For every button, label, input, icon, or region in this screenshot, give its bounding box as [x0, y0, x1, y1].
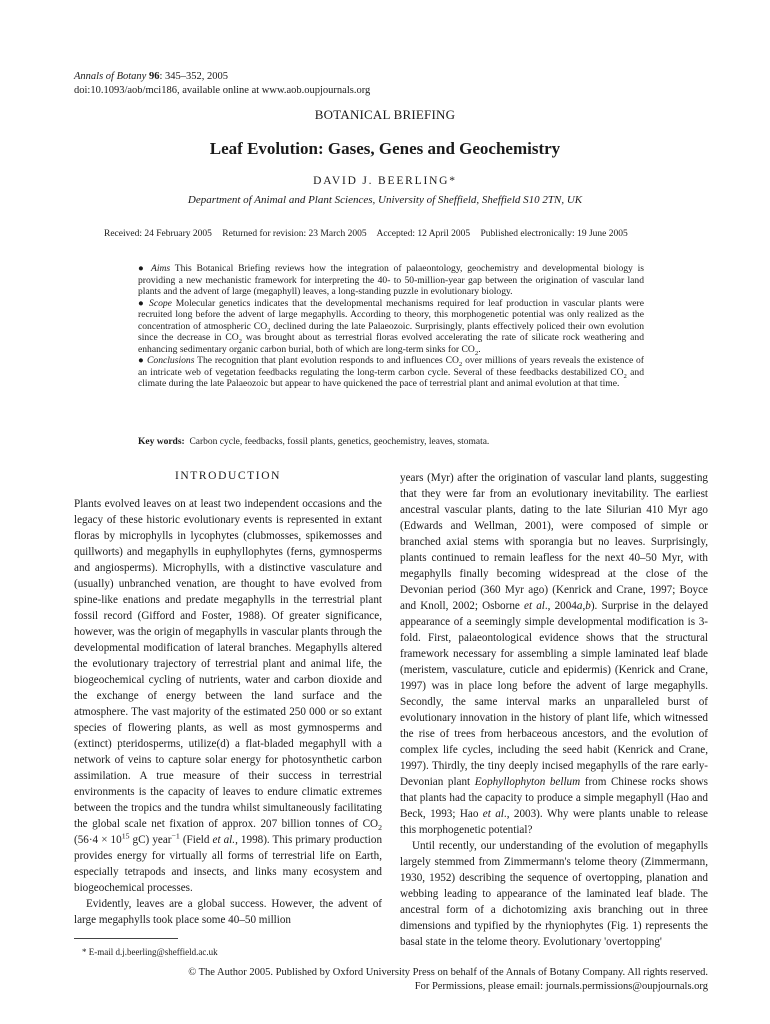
paragraph-text: gC) year — [129, 834, 172, 846]
citation-suffix: a — [576, 600, 583, 612]
scope-label: Scope — [149, 297, 172, 309]
subscript: 2 — [378, 823, 382, 833]
doi-line: doi:10.1093/aob/mci186, available online at www.aob.oupjournals.org — [74, 85, 371, 96]
bullet-icon: ● — [138, 263, 147, 274]
paragraph-text: from Chinese rocks shows that plants had the capacity to produce a simple megaphyll (Hao and Beck, 1993; Hao — [400, 776, 708, 820]
scope-text: Molecular genetics indicates that the developmental mechanisms required for leaf production in vascular plants were recruited long before the advent of large megaphylls. According to theory, this morphogenetic potential was only realized as the concentration of atmospheric CO — [138, 297, 644, 332]
paragraph-text: (Field — [179, 834, 213, 846]
bullet-icon: ● — [138, 355, 145, 367]
subscript: 2 — [458, 361, 463, 369]
et-al: et al — [524, 600, 545, 612]
date-returned: Returned for revision: 23 March 2005 — [222, 229, 367, 239]
subscript: 2 — [623, 372, 627, 380]
journal-citation — [74, 70, 370, 84]
abstract-scope — [138, 298, 644, 356]
species-name: Eophyllophyton bellum — [474, 776, 581, 788]
date-published: Published electronically: 19 June 2005 — [480, 229, 628, 239]
copyright-notice — [28, 966, 708, 994]
author-name: DAVID J. BEERLING* — [313, 175, 457, 187]
body-paragraph: Until recently, our understanding of the evolution of megaphylls largely stemmed from Zimmermann's telome theory (Zimmermann, 1930, 1952) describing the sequence of overtopping, planation and webbing leading to appearance of the laminated leaf blade. The ancestral form of a dichotomizing axis branching out in three dimensions and typified by the rhyniophytes (Fig. 1) represents the basal state in the telome theory. Evolutionary 'overtopping' — [400, 840, 708, 948]
bullet-icon: ● — [138, 297, 146, 309]
superscript: −1 — [171, 831, 180, 841]
article-title: Leaf Evolution: Gases, Genes and Geochemistry — [209, 139, 561, 158]
paragraph-text: , — [582, 600, 586, 612]
conclusions-text: over millions of years reveals the existence of an intricate web of vegetation feedbacks regulating the long-term carbon cycle. Several of these feedbacks destabilized CO — [138, 355, 644, 378]
body-paragraph: Evidently, leaves are a global success. However, the advent of large megaphylls took place some 40–50 million — [74, 898, 382, 926]
keywords — [138, 437, 698, 447]
paragraph-text: , 1998). This primary production provides energy for virtually all forms of terrestrial life on Earth, especially tetrapods and insects, and links many ecosystem and biogeochemical processes. — [74, 834, 383, 894]
body-column-left — [74, 470, 382, 928]
scope-text: declined during the late Palaeozoic. Surprisingly, plants effectively policed their own evolution since the decrease in CO — [138, 320, 644, 344]
article-dates — [104, 229, 636, 239]
footnote-rule — [74, 938, 178, 939]
abstract — [138, 263, 644, 390]
abstract-aims — [138, 263, 644, 298]
journal-name: Annals of Botany — [74, 71, 147, 82]
et-al: et al — [482, 808, 504, 820]
body-column-right — [400, 470, 708, 950]
scope-text: . — [478, 343, 481, 355]
copyright-line: © The Author 2005. Published by Oxford University Press on behalf of the Annals of Botany Company. All rights reserved. — [188, 967, 708, 978]
conclusions-label: Conclusions — [147, 355, 195, 367]
paragraph-text: Plants evolved leaves on at least two independent occasions and the legacy of these historic evolutionary events is represented in extant floras by microphylls in lycophytes (clubmosses, spikemosses and quillworts) and megaphylls in euphyllophytes (ferns, gymnosperms and angiosperms). Microphylls, with a distinctive vasculature and (usually) unbranched venation, are thought to have evolved from spine-like enations and predate megaphylls in the terrestrial plant fossil record (Gifford and Foster, 1988). Of greater significance, however, was the origin of megaphylls in vascular plants through the developmental modification of lateral branches. Megaphylls altered the evolutionary trajectory of terrestrial plant and animal life, the biogeochemical cycling of nutrients, water and carbon dioxide and the exchange of energy between the land surface and the atmosphere. The vast majority of the estimated 250 000 or so extant species of flowering plants, as well as most gymnosperms and (extinct) pteridosperms, utilize(d) a flat-bladed megaphyll with a network of veins to capture solar energy for photosynthetic carbon assimilation. A true measure of their success in terrestrial environments is the capacity of leaves to endure climatic extremes between the tropics and the tundra whilst simultaneously facilitating the global scale net fixation of approx. 207 billion tonnes of CO — [74, 498, 382, 830]
date-accepted: Accepted: 12 April 2005 — [376, 229, 471, 239]
author-affiliation: Department of Animal and Plant Sciences, University of Sheffield, Sheffield S10 2TN, UK — [187, 194, 583, 206]
author-email-footnote: * E-mail d.j.beerling@sheffield.ac.uk — [82, 947, 218, 957]
superscript: 15 — [121, 831, 130, 841]
aims-label: Aims — [150, 263, 171, 274]
scope-text: was brought about as terrestrial floras evolved accelerating the rate of silicate rock weathering and enhancing sedimentary organic carbon burial, both of which are long-term sinks for CO — [138, 332, 645, 355]
conclusions-text: and climate during the late Palaeozoic but appear to have quickened the pace of terrestrial plant and animal evolution at that time. — [138, 366, 644, 390]
journal-pages: : 345–352, 2005 — [159, 71, 228, 82]
paragraph-text: years (Myr) after the origination of vascular land plants, suggesting that they were far from an evolutionary inevitability. The earliest ancestral vascular plants, dating to the late Silurian 410 Myr ago (Edwards and Wellman, 2001), were composed of simple or branched axial stems with sporangia but no leaves. Surprisingly, plants continued to remain leafless for the next 40–50 Myr, with megaphylls finally becoming widespread at the close of the Devonian period (360 Myr ago) (Kenrick and Crane, 1997; Boyce and Knoll, 2002; Osborne — [400, 472, 708, 612]
body-paragraph — [74, 496, 382, 896]
paragraph-text: (56·4 × 10 — [74, 834, 122, 846]
et-al: et al. — [212, 834, 236, 846]
subscript: 2 — [238, 338, 243, 346]
permissions-line: For Permissions, please email: journals.permissions@oupjournals.org — [414, 981, 708, 992]
paragraph-text: ). Surprise in the delayed appearance of a seemingly simple developmental modification is 3-fold. First, palaeontological evidence shows that the structural framework necessary for assembling a simple laminated leaf blade (meristem, vasculature, cuticle and epidermis) (Kenrick and Crane, 1997) was in place long before the advent of large megaphylls. Secondly, the same interval marks an unparalleled burst of evolutionary innovation in the history of plant life, which witnessed the rise of trees from herbaceous ancestors, and the evolution of complex life cycles, including the seed habit (Kenrick and Crane, 1997). Thirdly, the tiny deeply incised megaphylls of the rare early-Devonian plant — [400, 600, 709, 788]
paragraph-text: ., 2004 — [544, 600, 577, 612]
section-label: BOTANICAL BRIEFING — [314, 107, 456, 122]
citation-suffix: b — [585, 600, 591, 612]
introduction-heading: INTRODUCTION — [174, 470, 282, 482]
aims-text: This Botanical Briefing reviews how the integration of palaeontology, geochemistry and developmental biology is providing a new mechanistic framework for interpreting the 40- to 50-million-year gap between the origination of vascular land plants and the advent of large (megaphyll) leaves, a long-standing puzzle in evolutionary biology. — [138, 263, 644, 298]
keywords-text: Carbon cycle, feedbacks, fossil plants, genetics, geochemistry, leaves, stomata. — [189, 437, 490, 447]
paragraph-text: ., 2003). Why were plants unable to release this morphogenetic potential? — [400, 808, 708, 836]
subscript: 2 — [474, 349, 479, 357]
citation-header — [74, 70, 370, 98]
date-received: Received: 24 February 2005 — [104, 229, 212, 239]
body-paragraph — [400, 470, 708, 838]
subscript: 2 — [267, 326, 271, 334]
abstract-conclusions — [138, 355, 644, 390]
journal-volume: 96 — [148, 71, 160, 82]
conclusions-text: The recognition that plant evolution responds to and influences CO — [194, 355, 459, 367]
keywords-label: Key words: — [138, 437, 185, 447]
